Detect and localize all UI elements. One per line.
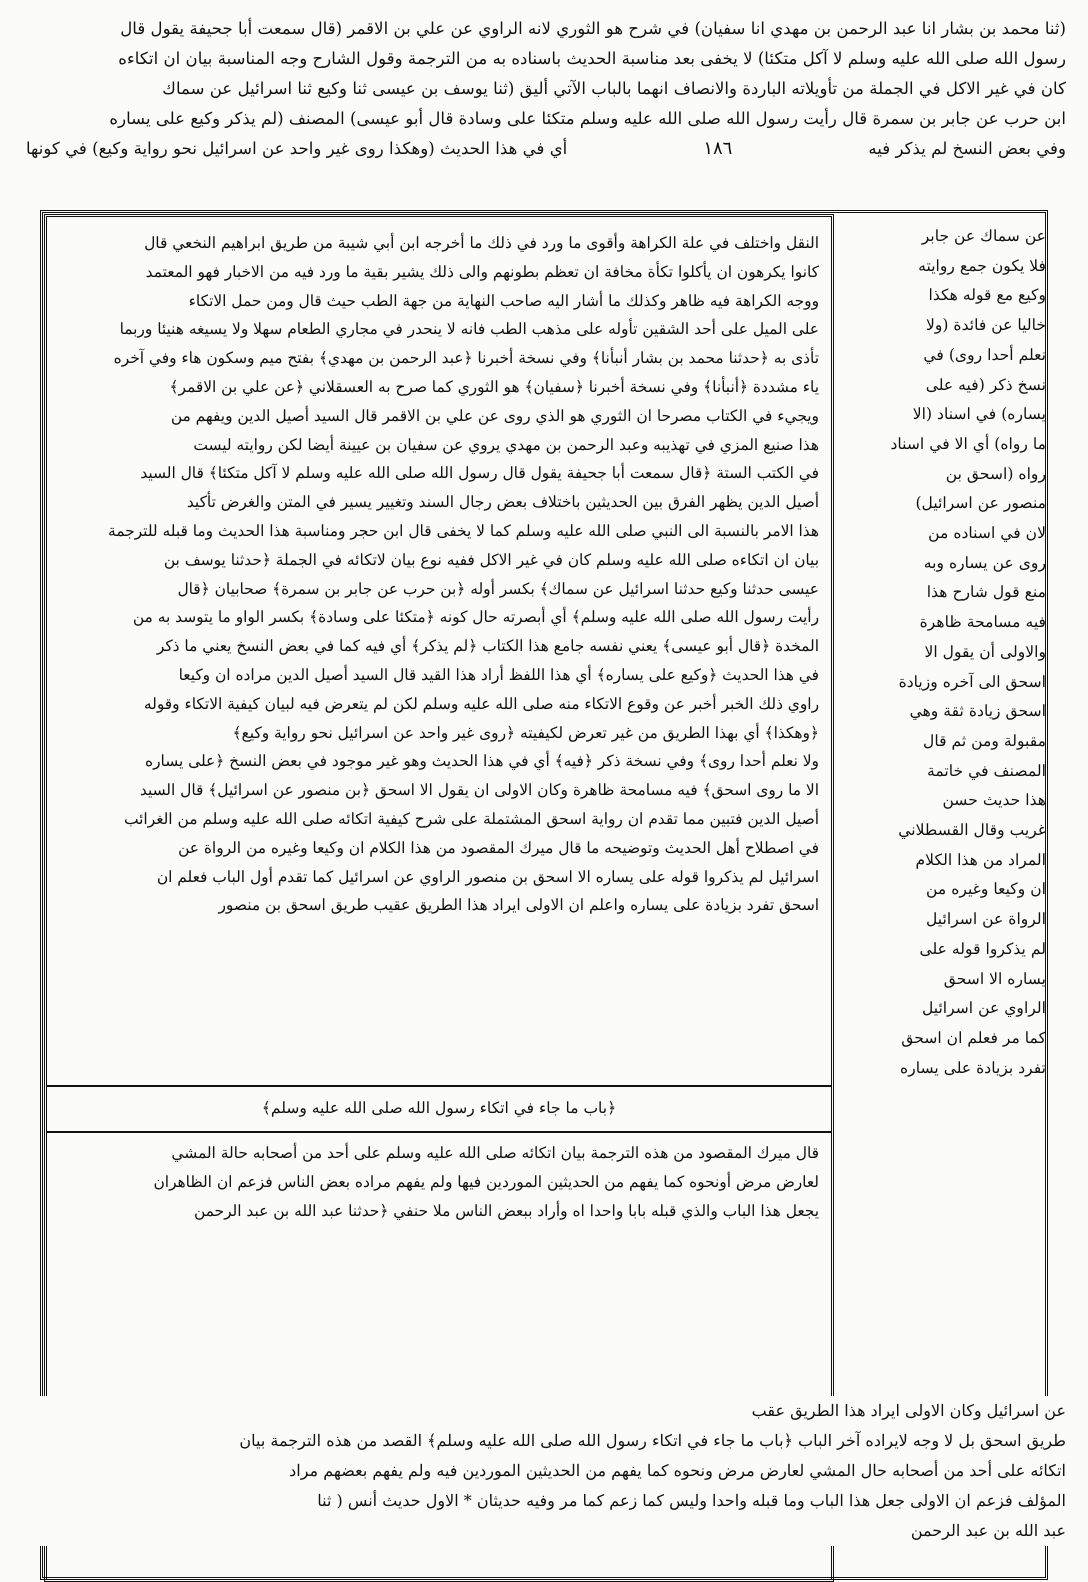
main-line: كانوا يكرهون ان يأكلوا تكأة مخافة ان تعظم بطونهم والى ذلك يشير بقية ما ورد فيه من الاخبار فهو المعتمد: [145, 262, 819, 281]
margin-line: يساره الا اسحق: [943, 969, 1046, 988]
divider-bottom-heading: [47, 1131, 831, 1133]
top-last-right: وفي بعض النسخ لم يذكر فيه: [868, 139, 1066, 158]
top-commentary: [26, 14, 1066, 164]
main-line: ﴿وهكذا﴾ أي بهذا الطريق من غير تعرض لكيفيته ﴿روى غير واحد عن اسرائيل نحو رواية وكيع﴾: [232, 723, 819, 742]
margin-line: تفرد بزيادة على يساره: [900, 1058, 1046, 1077]
main-line: اسحق تفرد بزيادة على يساره واعلم ان الاولى ايراد هذا الطريق عقيب طريق اسحق بن منصور: [218, 896, 819, 915]
main-line: عيسى حدثنا وكيع حدثنا اسرائيل عن سماك﴾ بكسر أوله ﴿بن حرب عن جابر بن سمرة﴾ صحابيان ﴿قال: [177, 579, 819, 598]
chapter-line: قال ميرك المقصود من هذه الترجمة بيان اتكائه صلى الله عليه وسلم على أحد من أصحابه حالة المشي: [171, 1144, 819, 1162]
margin-line: اسحق الى آخره وزيادة: [898, 672, 1046, 691]
lower-line: المؤلف فزعم ان الاولى جعل هذا الباب وما قبله واحدا وليس كما زعم كما مر وفيه حديثان * الاول حديث أنس ( ثنا: [317, 1491, 1066, 1510]
chapter-line: لعارض مرض أونحوه كما يفهم من الحديثين الموردين فيها ولم يفهم مراده بعض الناس فزعم ان الظاهران: [153, 1173, 819, 1191]
main-line: الا ما روى اسحق﴾ فيه مسامحة ظاهرة وكان الاولى ان يقول الا اسحق ﴿بن منصور عن اسرائيل﴾ قال السيد: [139, 781, 819, 800]
margin-line: هذا حديث حسن: [942, 791, 1046, 810]
lower-line: عبد الله بن عبد الرحمن: [910, 1521, 1066, 1540]
lower-commentary: [26, 1396, 1066, 1546]
margin-line: فلا يكون جمع روايته: [918, 256, 1046, 275]
top-line: (ثنا محمد بن بشار انا عبد الرحمن بن مهدي انا سفيان) في شرح هو الثوري لانه الراوي عن علي بن الاقمر (قال سمعت أبا جحيفة يقول قال: [120, 19, 1066, 38]
main-line: رأيت رسول الله صلى الله عليه وسلم﴾ أي أبصرته حال كونه ﴿متكئا على وسادة﴾ بكسر الواو ما يتوسد به من: [132, 608, 819, 627]
margin-line: اسحق زيادة ثقة وهي: [909, 702, 1046, 721]
lower-line: اتكائه على أحد من أصحابه حال المشي لعارض مرض ونحوه كما يفهم من الحديثين الموردين فيه ولم يفهم بعضهم مراد: [289, 1461, 1066, 1480]
main-line: تأذى به ﴿حدثنا محمد بن بشار أنبأنا﴾ وفي نسخة أخبرنا ﴿عبد الرحمن بن مهدي﴾ بفتح ميم وسكون هاء وفي آخره: [113, 349, 819, 368]
margin-line: يساره) في اسناد (الا: [912, 405, 1046, 424]
margin-line: كما مر فعلم ان اسحق: [901, 1028, 1046, 1047]
margin-line: ما رواه) أي الا في اسناد: [890, 434, 1046, 453]
top-line: كان في غير الاكل في الجملة من تأويلاته الباردة والانصاف انهما بالباب الآتي أليق (ثنا يوسف بن عيسى ثنا وكيع ثنا اسرائيل عن سماك: [162, 79, 1066, 98]
margin-line: المصنف في خاتمة: [927, 761, 1046, 780]
top-last-line: [26, 134, 1066, 164]
chapter-commentary: [59, 1139, 819, 1226]
margin-line: خاليا عن فائدة (ولا: [925, 316, 1046, 335]
main-line: بيان ان اتكاءه صلى الله عليه وسلم كان في غير الاكل ففيه نوع بيان لاتكائه في الجملة ﴿حدثنا يوسف بن: [163, 550, 819, 569]
margin-line: لم يذكروا قوله على: [919, 939, 1046, 958]
top-last-left: أي في هذا الحديث (وهكذا روى غير واحد عن اسرائيل نحو رواية وكيع) في كونها: [26, 139, 568, 158]
chapter-heading: ﴿باب ما جاء في اتكاء رسول الله صلى الله عليه وسلم﴾: [261, 1099, 617, 1117]
margin-line: فيه مسامحة ظاهرة: [919, 613, 1046, 632]
margin-line: منع قول شارح هذا: [926, 583, 1046, 602]
page-number: ١٨٦: [703, 138, 733, 159]
main-line: ويجيء في الكتاب مصرحا ان الثوري هو الذي روى عن علي بن الاقمر قال السيد أصيل الدين ويفهم من: [170, 406, 819, 425]
margin-line: مقبولة ومن ثم قال: [923, 731, 1046, 750]
main-line: أصيل الدين فتبين مما تقدم ان رواية اسحق المشتملة على شرح كيفية اتكائه صلى الله عليه وسلم من الغرائب: [124, 809, 819, 828]
lower-line: طريق اسحق بل لا وجه لايراده آخر الباب ﴿باب ما جاء في اتكاء رسول الله صلى الله عليه وسلم﴾ القصد من هذه الترجمة بيان: [239, 1431, 1066, 1450]
main-line: في الكتب الستة ﴿قال سمعت أبا جحيفة يقول قال رسول الله صلى الله عليه وسلم لا آكل متكئا﴾ قال السيد: [140, 464, 819, 483]
main-line: أصيل الدين يظهر الفرق بين الحديثين باختلاف بعض رجال السند وتغيير يسير في المتن والغرض تأكيد: [186, 493, 819, 512]
main-commentary-box: [44, 214, 834, 1582]
main-line: ياء مشددة ﴿أنبأنا﴾ وفي نسخة أخبرنا ﴿سفيان﴾ هو الثوري كما صرح به العسقلاني ﴿عن علي بن الاقمر﴾: [169, 377, 819, 396]
main-line: في هذا الحديث ﴿وكيع على يساره﴾ أي هذا اللفظ أراد هذا القيد قال السيد أصيل الدين مراده ان وكيعا: [178, 665, 819, 684]
top-line: ابن حرب عن جابر بن سمرة قال رأيت رسول الله صلى الله عليه وسلم متكئا على وسادة قال أبو عيسى) المصنف (لم يذكر وكيع على يساره: [109, 109, 1066, 128]
margin-line: الرواة عن اسرائيل: [926, 910, 1046, 929]
margin-line: المراد من هذا الكلام: [915, 850, 1046, 869]
main-line: ووجه الكراهة فيه ظاهر وكذلك ما أشار اليه صاحب النهاية من جهة الطب حيث قال ومن حمل الاتكاء: [188, 291, 819, 310]
margin-line: روى عن يساره وبه: [923, 553, 1046, 572]
margin-line: عن سماك عن جابر: [921, 227, 1046, 245]
main-line: راوي ذلك الخبر أخبر عن وقوع الاتكاء منه صلى الله عليه وسلم لكن لم يتعرض فيه لبيان كيفية الاتكاء وقوله: [143, 694, 819, 713]
main-line: المخدة ﴿قال أبو عيسى﴾ يعني نفسه جامع هذا الكتاب ﴿لم يذكر﴾ أي فيه كما في بعض النسخ يعني ما ذكر: [156, 637, 819, 656]
margin-line: نعلم أحدا روى) في: [923, 345, 1046, 364]
margin-line: رواه (اسحق بن: [945, 464, 1046, 483]
main-line: النقل واختلف في علة الكراهة وأقوى ما ورد في ذلك ما أخرجه ابن أبي شيبة من طريق ابراهيم النخعي قال: [144, 234, 819, 252]
margin-commentary: [840, 222, 1046, 1083]
margin-line: غريب وقال القسطلاني: [898, 821, 1046, 840]
chapter-line: يجعل هذا الباب والذي قبله بابا واحدا اه وأراد ببعض الناس ملا حنفي ﴿حدثنا عبد الله بن عبد الرحمن: [193, 1202, 819, 1220]
main-commentary-text: [59, 229, 819, 920]
margin-line: والاولى أن يقول الا: [924, 642, 1046, 661]
margin-line: منصور عن اسرائيل): [915, 494, 1046, 513]
main-line: في اصطلاح أهل الحديث وتوضيحه ما قال ميرك المقصود من هذا الكلام ان وكيعا وغيره من الرواة عن: [178, 838, 819, 857]
main-line: هذا الامر بالنسبة الى النبي صلى الله عليه وسلم كما لا يخفى قال ابن حجر ومناسبة هذا الحديث وما قبله للترجمة: [108, 521, 819, 540]
main-line: ولا نعلم أحدا روى﴾ وفي نسخة ذكر ﴿فيه﴾ أي في هذا الحديث وهو غير موجود في بعض النسخ ﴿على يساره: [145, 752, 819, 771]
top-line: رسول الله صلى الله عليه وسلم لا آكل متكئا) لا يخفى بعد مناسبة الحديث باسناده به من الترجمة وقول الشارح وجه المناسبة بيان ان اتكاءه: [118, 49, 1066, 68]
main-line: اسرائيل لم يذكروا قوله على يساره الا اسحق بن منصور الراوي عن اسرائيل كما تقدم أول الباب فعلم ان: [156, 867, 819, 886]
margin-line: وكيع مع قوله هكذا: [928, 286, 1046, 305]
margin-line: لان في اسناده من: [928, 524, 1046, 543]
margin-line: نسخ ذكر (فيه على: [925, 375, 1046, 394]
main-line: على الميل على أحد الشقين تأوله على مذهب الطب فانه لا ينحدر في مجاري الطعام سهلا ولا يسيغه هنيئا وربما: [119, 320, 819, 339]
margin-line: الراوي عن اسرائيل: [921, 999, 1046, 1018]
divider-top-heading: [47, 1085, 831, 1087]
lower-line: عن اسرائيل وكان الاولى ايراد هذا الطريق عقب: [751, 1401, 1066, 1420]
margin-line: ان وكيعا وغيره من: [926, 880, 1046, 899]
main-line: هذا صنيع المزي في تهذيبه وعبد الرحمن بن مهدي يروي عن سفيان بن عيينة أيضا لكن روايته ليست: [193, 435, 819, 454]
